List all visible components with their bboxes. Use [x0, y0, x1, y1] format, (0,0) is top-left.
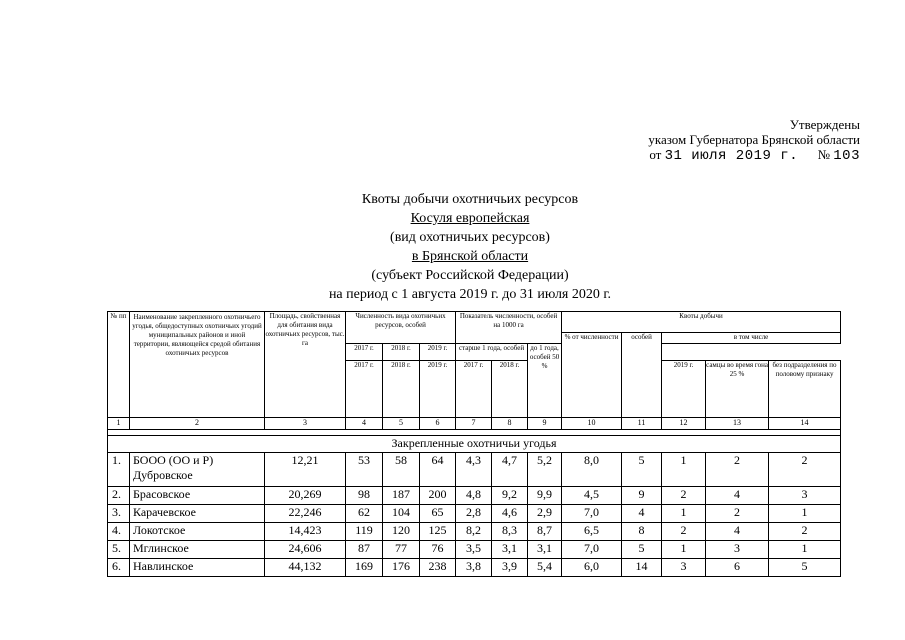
row-pop-2019: 125 — [420, 523, 456, 541]
approval-line2: указом Губернатора Брянской области — [648, 132, 860, 147]
header-pct: % от численности — [562, 333, 622, 418]
section-label: Закрепленные охотничьи угодья — [108, 436, 841, 453]
row-pop-2017: 169 — [346, 559, 383, 577]
table-row — [108, 453, 841, 487]
quota-table — [107, 311, 841, 577]
section-row — [108, 436, 841, 453]
row-pct: 4,5 — [562, 487, 622, 505]
row-males: 1 — [662, 541, 706, 559]
row-males: 3 — [662, 559, 706, 577]
row-dens-2017: 4,8 — [456, 487, 492, 505]
table-row — [108, 541, 841, 559]
row-dens-2017: 3,5 — [456, 541, 492, 559]
col-number: 9 — [528, 418, 562, 430]
row-nosex: 3 — [706, 541, 769, 559]
approval-number: 103 — [833, 148, 860, 164]
row-dens-2019: 2,9 — [528, 505, 562, 523]
row-males: 1 — [662, 505, 706, 523]
row-dens-2018: 9,2 — [492, 487, 528, 505]
row-pop-2018: 176 — [383, 559, 420, 577]
row-dens-2019: 5,2 — [528, 453, 562, 487]
row-males: 2 — [662, 523, 706, 541]
row-area: 24,606 — [265, 541, 346, 559]
row-pct: 7,0 — [562, 541, 622, 559]
row-males: 2 — [662, 487, 706, 505]
title-block — [200, 190, 740, 304]
row-name: Локотское — [130, 523, 265, 541]
row-nosex: 2 — [706, 505, 769, 523]
header-year-2019: 2019 г. — [420, 344, 456, 361]
row-name-line2: Дубровское — [133, 468, 193, 482]
col-number: 13 — [706, 418, 769, 430]
row-dens-2017: 2,8 — [456, 505, 492, 523]
row-name-line1: БООО (ОО и Р) — [133, 453, 214, 467]
row-under: 2 — [769, 453, 841, 487]
row-name: Карачевское — [130, 505, 265, 523]
approval-date: 31 июля 2019 г. — [664, 148, 799, 164]
header-older: старше 1 года, особей — [456, 344, 528, 361]
header-density-2018: 2018 г. — [492, 361, 528, 418]
row-count: 5 — [622, 541, 662, 559]
row-under: 3 — [769, 487, 841, 505]
region-note: (субъект Российской Федерации) — [371, 268, 569, 283]
header-year-2017: 2017 г. — [346, 361, 383, 418]
species-note: (вид охотничьих ресурсов) — [390, 230, 550, 245]
row-dens-2018: 3,1 — [492, 541, 528, 559]
header-num: № пп — [108, 312, 130, 418]
col-number: 5 — [383, 418, 420, 430]
col-number: 10 — [562, 418, 622, 430]
row-num: 1. — [108, 453, 130, 487]
col-number: 3 — [265, 418, 346, 430]
col-number: 6 — [420, 418, 456, 430]
row-pop-2018: 77 — [383, 541, 420, 559]
row-pct: 7,0 — [562, 505, 622, 523]
row-nosex: 4 — [706, 487, 769, 505]
row-dens-2018: 3,9 — [492, 559, 528, 577]
row-pct: 6,5 — [562, 523, 622, 541]
col-number: 11 — [622, 418, 662, 430]
row-pop-2019: 76 — [420, 541, 456, 559]
header-males: самцы во время гона 25 % — [706, 361, 769, 418]
row-under: 5 — [769, 559, 841, 577]
row-pop-2017: 62 — [346, 505, 383, 523]
doc-title: Квоты добычи охотничьих ресурсов — [361, 192, 579, 207]
header-density: Показатель численности, особей на 1000 га — [456, 312, 562, 344]
row-pop-2019: 64 — [420, 453, 456, 487]
row-count: 9 — [622, 487, 662, 505]
table-row — [108, 505, 841, 523]
row-name — [130, 453, 265, 487]
row-pop-2017: 98 — [346, 487, 383, 505]
row-num: 4. — [108, 523, 130, 541]
row-num: 2. — [108, 487, 130, 505]
row-dens-2018: 8,3 — [492, 523, 528, 541]
row-pop-2017: 87 — [346, 541, 383, 559]
header-year-2018: 2018 г. — [383, 344, 420, 361]
row-num: 6. — [108, 559, 130, 577]
col-number: 4 — [346, 418, 383, 430]
row-count: 4 — [622, 505, 662, 523]
row-count: 8 — [622, 523, 662, 541]
row-pop-2019: 200 — [420, 487, 456, 505]
row-dens-2018: 4,7 — [492, 453, 528, 487]
header-quota: Квоты добычи — [562, 312, 841, 333]
row-pop-2018: 187 — [383, 487, 420, 505]
row-name: Мглинское — [130, 541, 265, 559]
row-count: 5 — [622, 453, 662, 487]
header-name: Наименование закрепленного охотничьего угодья, общедоступных охотничьих угодий муниципальных районов и иной территории, являющейся средой обитания охотничьих ресурсов — [130, 312, 265, 418]
row-under: 1 — [769, 541, 841, 559]
table-row — [108, 559, 841, 577]
row-area: 20,269 — [265, 487, 346, 505]
region-name: в Брянской области — [411, 249, 529, 264]
header-density-2017: 2017 г. — [456, 361, 492, 418]
approval-date-line — [560, 147, 860, 164]
row-dens-2019: 5,4 — [528, 559, 562, 577]
row-name: Навлинское — [130, 559, 265, 577]
table-row — [108, 523, 841, 541]
header-year-2017: 2017 г. — [346, 344, 383, 361]
header-under: до 1 года, особей 50 % — [528, 344, 562, 418]
col-number: 12 — [662, 418, 706, 430]
row-dens-2017: 3,8 — [456, 559, 492, 577]
row-pop-2018: 104 — [383, 505, 420, 523]
number-label: № — [817, 147, 831, 162]
row-pct: 6,0 — [562, 559, 622, 577]
approval-line1: Утверждены — [789, 117, 860, 132]
header-count: особей — [622, 333, 662, 418]
row-males: 1 — [662, 453, 706, 487]
row-dens-2019: 8,7 — [528, 523, 562, 541]
row-area: 22,246 — [265, 505, 346, 523]
header-density-2019: 2019 г. — [662, 361, 706, 418]
row-area: 14,423 — [265, 523, 346, 541]
header-nosex: без подразделения по половому признаку — [769, 361, 841, 418]
row-dens-2017: 4,3 — [456, 453, 492, 487]
header-including: в том числе — [662, 333, 841, 344]
row-nosex: 6 — [706, 559, 769, 577]
row-under: 2 — [769, 523, 841, 541]
header-population: Численность вида охотничьих ресурсов, особей — [346, 312, 456, 344]
col-number: 1 — [108, 418, 130, 430]
row-nosex: 4 — [706, 523, 769, 541]
header-area: Площадь, свойственная для обитания вида охотничьих ресурсов, тыс. га — [265, 312, 346, 418]
row-pop-2017: 53 — [346, 453, 383, 487]
header-year-2018: 2018 г. — [383, 361, 420, 418]
row-dens-2019: 9,9 — [528, 487, 562, 505]
date-prefix: от — [649, 147, 662, 162]
row-pop-2019: 238 — [420, 559, 456, 577]
row-pop-2019: 65 — [420, 505, 456, 523]
col-number: 2 — [130, 418, 265, 430]
table-row — [108, 487, 841, 505]
period: на период с 1 августа 2019 г. до 31 июля 2020 г. — [328, 287, 612, 302]
col-number: 14 — [769, 418, 841, 430]
row-num: 3. — [108, 505, 130, 523]
row-dens-2017: 8,2 — [456, 523, 492, 541]
row-pop-2017: 119 — [346, 523, 383, 541]
row-area: 44,132 — [265, 559, 346, 577]
row-dens-2019: 3,1 — [528, 541, 562, 559]
row-nosex: 2 — [706, 453, 769, 487]
row-pop-2018: 58 — [383, 453, 420, 487]
row-name: Брасовское — [130, 487, 265, 505]
approval-block — [560, 117, 860, 164]
column-number-row — [108, 418, 841, 430]
col-number: 7 — [456, 418, 492, 430]
header-row-1 — [108, 312, 841, 333]
row-dens-2018: 4,6 — [492, 505, 528, 523]
row-area: 12,21 — [265, 453, 346, 487]
row-pct: 8,0 — [562, 453, 622, 487]
row-under: 1 — [769, 505, 841, 523]
species-name: Косуля европейская — [410, 211, 530, 226]
row-pop-2018: 120 — [383, 523, 420, 541]
col-number: 8 — [492, 418, 528, 430]
row-count: 14 — [622, 559, 662, 577]
header-year-2019: 2019 г. — [420, 361, 456, 418]
row-num: 5. — [108, 541, 130, 559]
